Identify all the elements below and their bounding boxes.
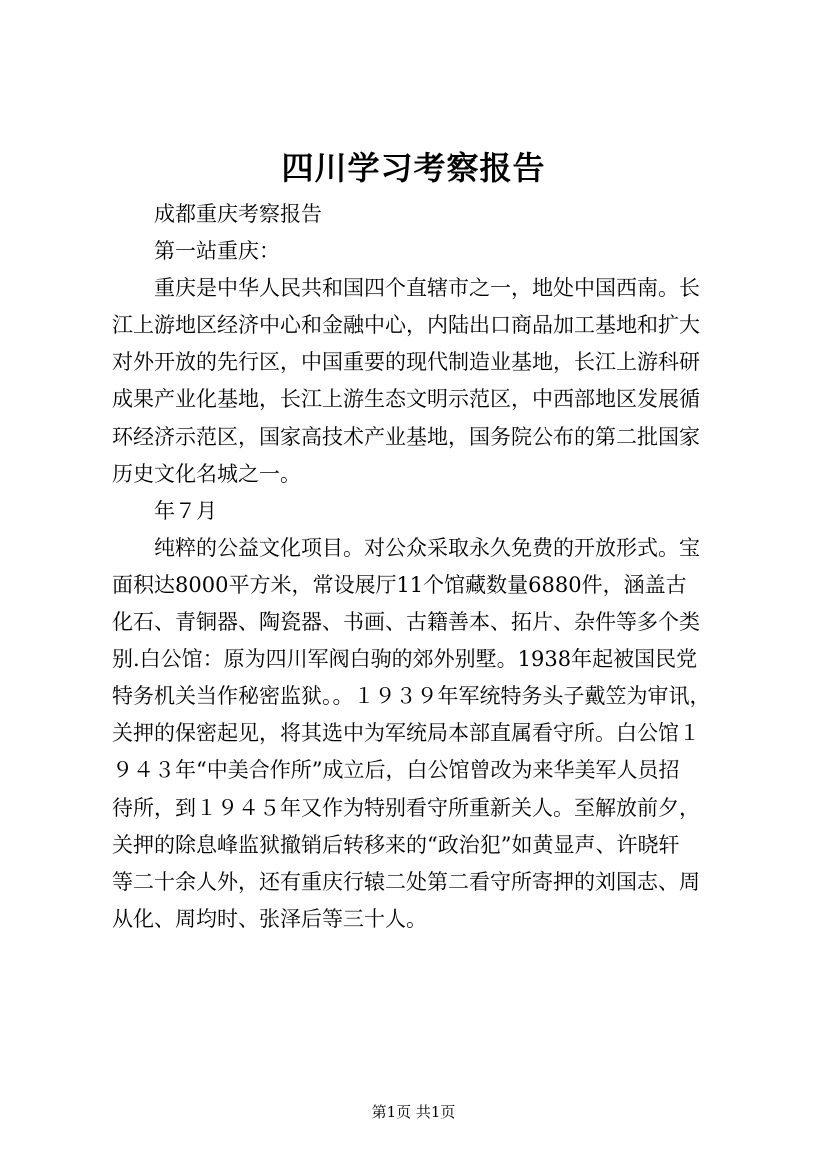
paragraph-line: 关押的除息峰监狱撤销后转移来的“政治犯”如黄显声、许晓轩 (112, 832, 680, 857)
date-line: 年７月 (154, 498, 217, 523)
section-heading: 第一站重庆： (154, 239, 280, 264)
paragraph-line: 环经济示范区，国家高技术产业基地，国务院公布的第二批国家 (112, 424, 700, 449)
paragraph-line: 纯粹的公益文化项目。对公众采取永久免费的开放形式。宝 (154, 535, 700, 560)
paragraph-line: 待所，到１９４５年又作为特别看守所重新关人。至解放前夕， (112, 795, 700, 820)
document-subtitle: 成都重庆考察报告 (154, 202, 322, 226)
paragraph-line: 等二十余人外，还有重庆行辕二处第二看守所寄押的刘国志、周 (112, 869, 700, 894)
paragraph-line: 面积达8000平方米，常设展厅11个馆藏数量6880件，涵盖古 (112, 572, 687, 597)
page-title: 四川学习考察报告 (281, 149, 546, 187)
paragraph-line: ９４３年“中美合作所”成立后，白公馆曾改为来华美军人员招 (112, 758, 680, 783)
paragraph-chongqing-intro (112, 270, 748, 493)
paragraph-line: 重庆是中华人民共和国四个直辖市之一，地处中国西南。长 (154, 276, 700, 301)
paragraph-line: 江上游地区经济中心和金融中心，内陆出口商品加工基地和扩大 (112, 313, 700, 338)
paragraph-line: 对外开放的先行区，中国重要的现代制造业基地，长江上游科研 (112, 350, 700, 375)
paragraph-line: 别.白公馆：原为四川军阀白驹的郊外别墅。1938年起被国民党 (112, 647, 698, 672)
paragraph-line: 特务机关当作秘密监狱。。１９３９年军统特务头子戴笠为审讯， (112, 684, 711, 709)
paragraph-line: 从化、周均时、张泽后等三十人。 (112, 906, 427, 931)
document-body (112, 196, 748, 938)
paragraph-line: 历史文化名城之一。 (112, 461, 301, 486)
paragraph-line: 关押的保密起见，将其选中为军统局本部直属看守所。白公馆１ (112, 721, 700, 746)
page-footer: 第1页 共1页 (371, 1103, 456, 1121)
paragraph-line: 化石、青铜器、陶瓷器、书画、古籍善本、拓片、杂件等多个类 (112, 610, 700, 635)
paragraph-line: 成果产业化基地，长江上游生态文明示范区，中西部地区发展循 (112, 387, 700, 412)
paragraph-museum (112, 530, 748, 938)
